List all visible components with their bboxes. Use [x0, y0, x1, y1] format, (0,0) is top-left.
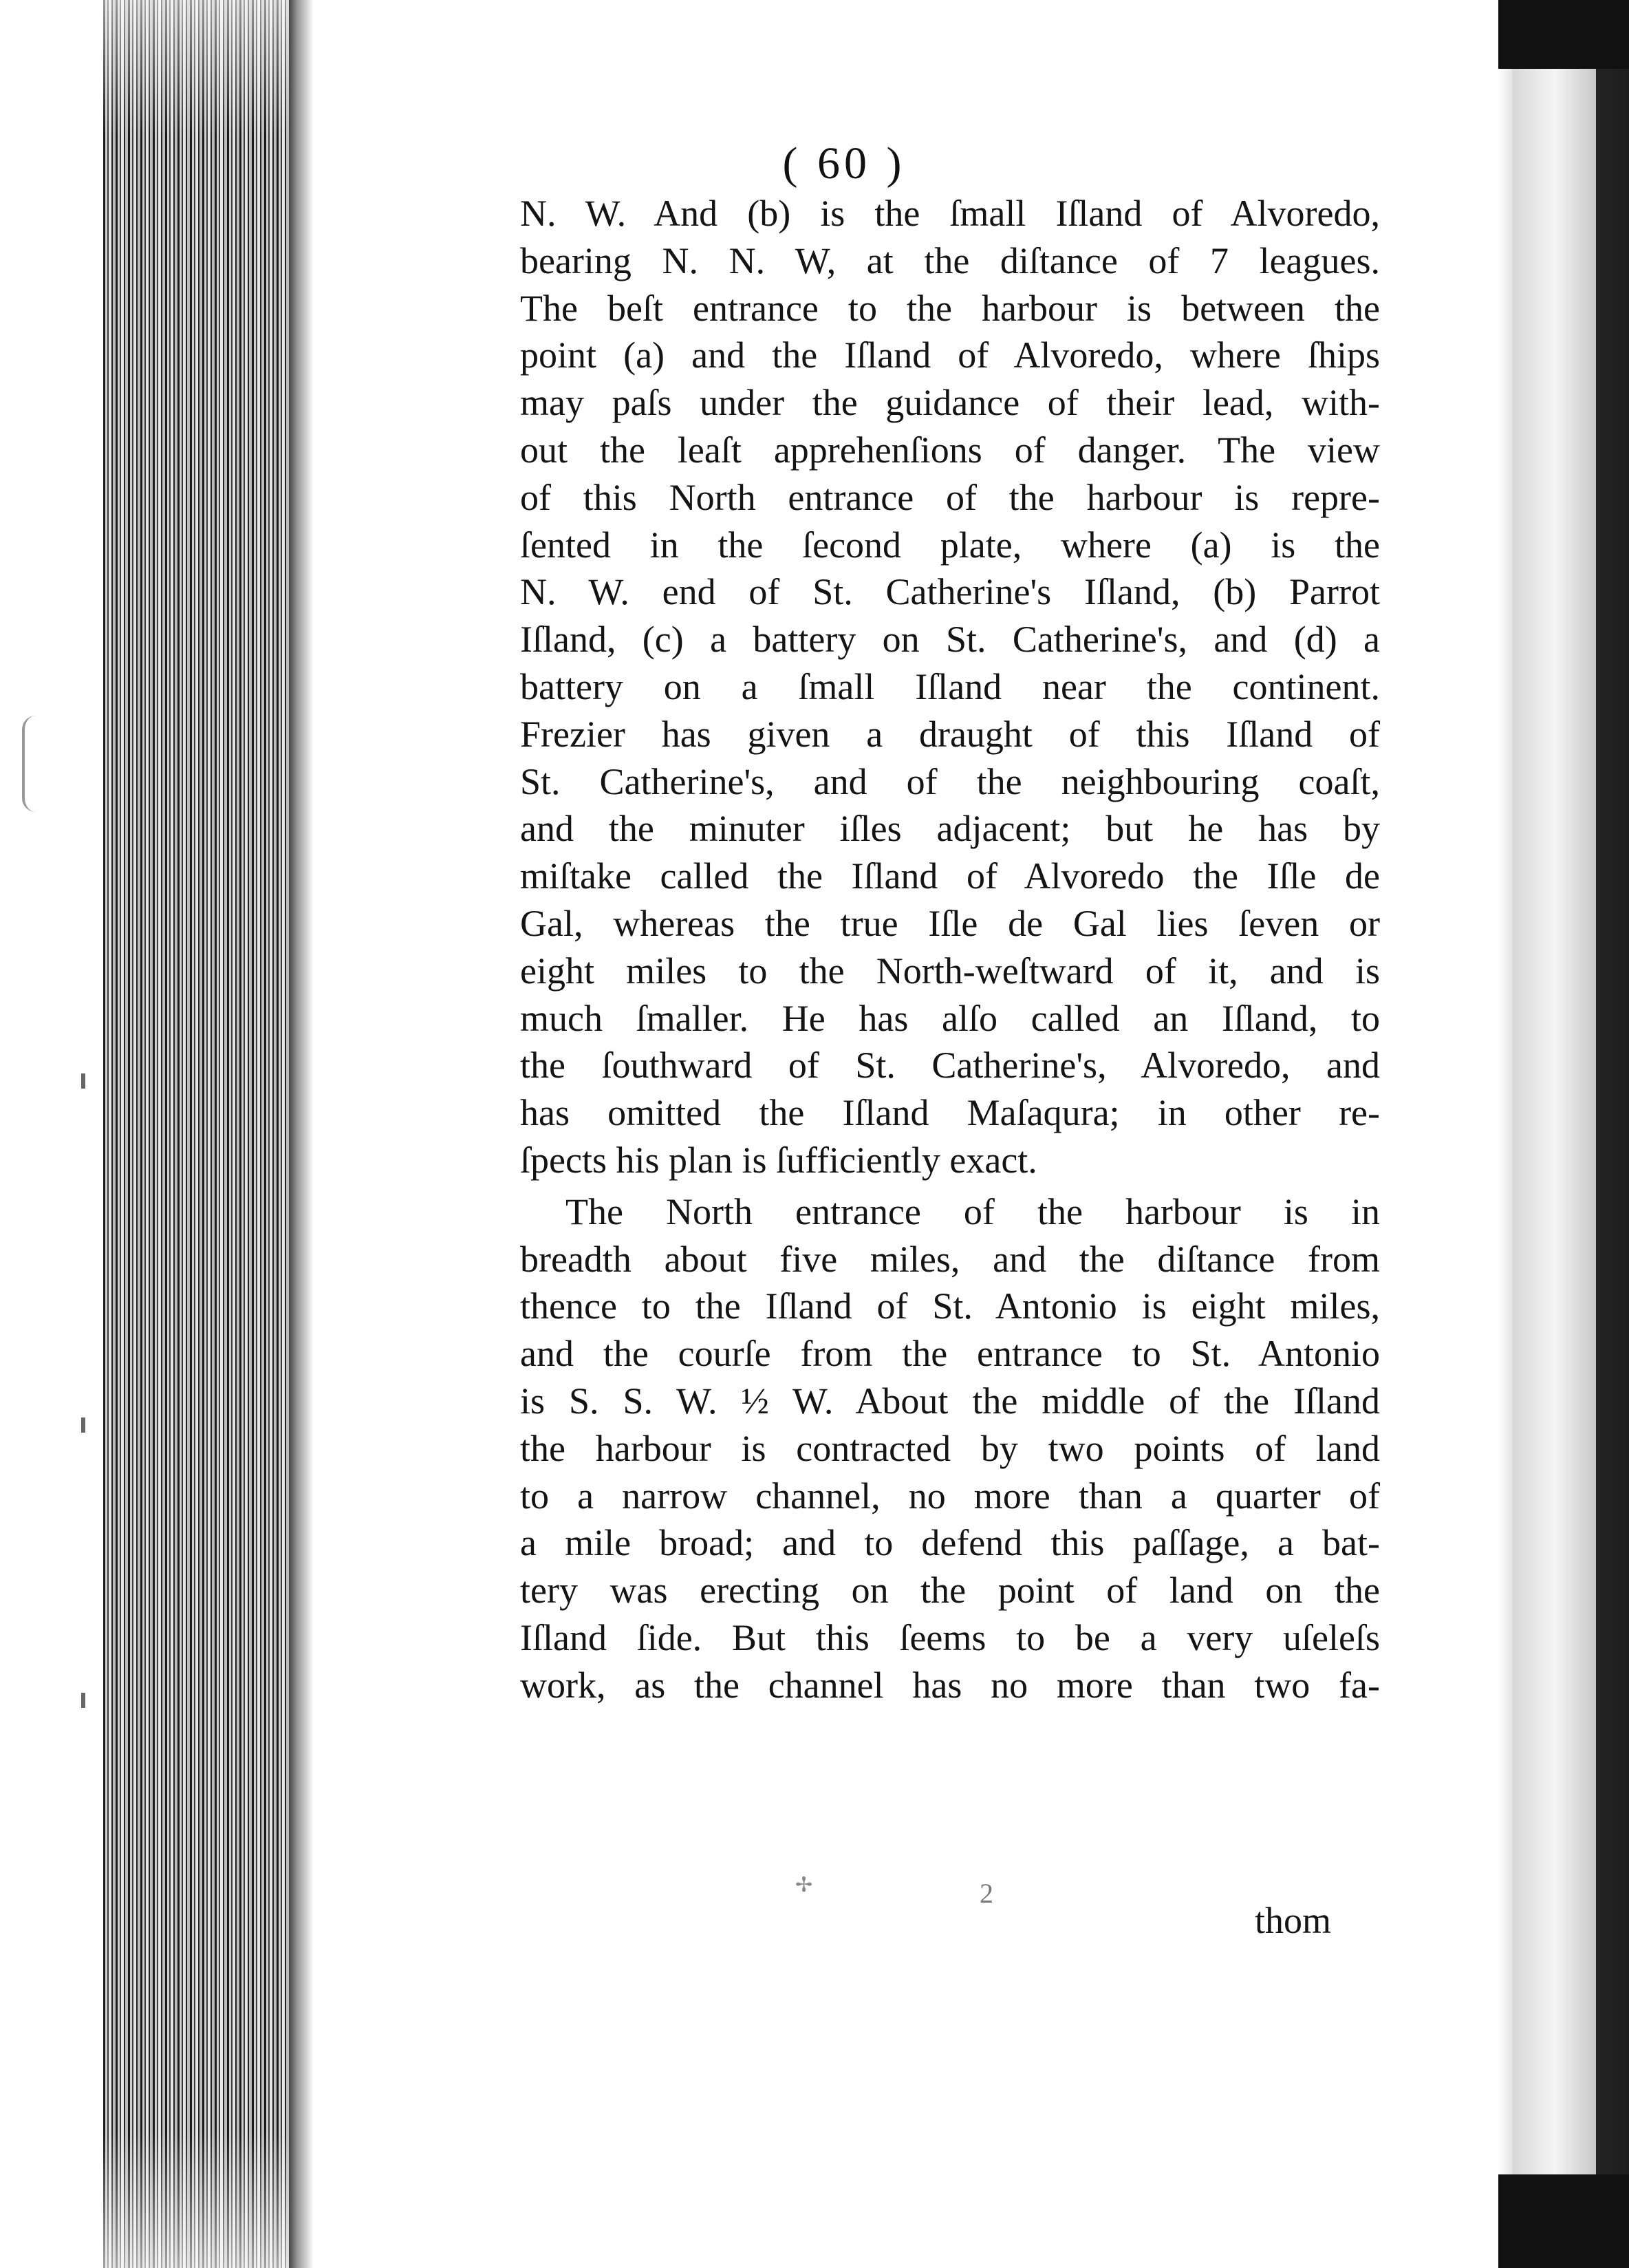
text-line: N. W. end of St. Catherine's Iſland, (b) Parrot	[520, 571, 1380, 613]
text-line: a mile broad; and to defend this paſſage, a bat-	[520, 1522, 1380, 1564]
body-text	[520, 190, 1380, 1709]
text-line: work, as the channel has no more than two fa-	[520, 1664, 1380, 1706]
text-line: Frezier has given a draught of this Iſland of	[520, 713, 1380, 755]
text-line: may paſs under the guidance of their lead, with-	[520, 382, 1380, 424]
text-line: is S. S. W. ½ W. About the middle of the Iſland	[520, 1380, 1380, 1422]
text-line: eight miles to the North-weſtward of it, and is	[520, 950, 1380, 992]
page-sheet	[314, 0, 1498, 2268]
text-line: has omitted the Iſland Maſaqura; in other re-	[520, 1092, 1380, 1134]
text-line: the ſouthward of St. Catherine's, Alvoredo, and	[520, 1045, 1380, 1087]
right-border-bottom	[1498, 2174, 1629, 2268]
right-facing-page-edge	[1513, 69, 1596, 2174]
text-line: breadth about five miles, and the diſtance from	[520, 1238, 1380, 1280]
text-line: and the minuter iſles adjacent; but he has by	[520, 808, 1380, 850]
text-line: of this North entrance of the harbour is repre-	[520, 476, 1380, 518]
text-line: and the courſe from the entrance to St. Antonio	[520, 1333, 1380, 1375]
text-line: thence to the Iſland of St. Antonio is eight miles,	[520, 1285, 1380, 1327]
text-line: point (a) and the Iſland of Alvoredo, where ſhips	[520, 334, 1380, 376]
text-line: Iſland ſide. But this ſeems to be a very uſeleſs	[520, 1616, 1380, 1658]
signature-mark: 2	[980, 1878, 993, 1909]
margin-bracket-mark	[22, 716, 52, 812]
margin-tick	[81, 1073, 85, 1089]
text-line: much ſmaller. He has alſo called an Iſland, to	[520, 997, 1380, 1039]
text-line: ſpects his plan is ſufficiently exact.	[520, 1139, 1037, 1181]
text-line: ſented in the ſecond plate, where (a) is the	[520, 524, 1380, 566]
signature-ornament: ✢	[795, 1874, 813, 1896]
text-line: bearing N. N. W, at the diſtance of 7 leagues.	[520, 239, 1380, 281]
catchword: thom	[1255, 1900, 1332, 1941]
text-line: battery on a ſmall Iſland near the continent.	[520, 665, 1380, 707]
page-edges-fade	[103, 0, 303, 2268]
text-line: The beſt entrance to the harbour is between the	[520, 287, 1380, 329]
margin-tick	[81, 1418, 85, 1433]
text-line: Iſland, (c) a battery on St. Catherine's, and (d) a	[520, 619, 1380, 661]
text-line: miſtake called the Iſland of Alvoredo the Iſle de	[520, 855, 1380, 897]
text-line: St. Catherine's, and of the neighbouring coaſt,	[520, 760, 1380, 802]
text-line: the harbour is contracted by two points of land	[520, 1427, 1380, 1469]
text-line: tery was erecting on the point of land on the	[520, 1570, 1380, 1612]
text-line: to a narrow channel, no more than a quarter of	[520, 1475, 1380, 1517]
text-line: Gal, whereas the true Iſle de Gal lies ſeven or	[520, 902, 1380, 944]
text-line: N. W. And (b) is the ſmall Iſland of Alvoredo,	[520, 193, 1380, 234]
gutter-shadow	[289, 0, 314, 2268]
right-border-top	[1498, 0, 1629, 69]
text-line: out the leaſt apprehenſions of danger. The view	[520, 429, 1380, 471]
page-number: ( 60 )	[782, 138, 906, 189]
text-line: The North entrance of the harbour is in	[565, 1190, 1380, 1232]
margin-tick	[81, 1693, 85, 1708]
